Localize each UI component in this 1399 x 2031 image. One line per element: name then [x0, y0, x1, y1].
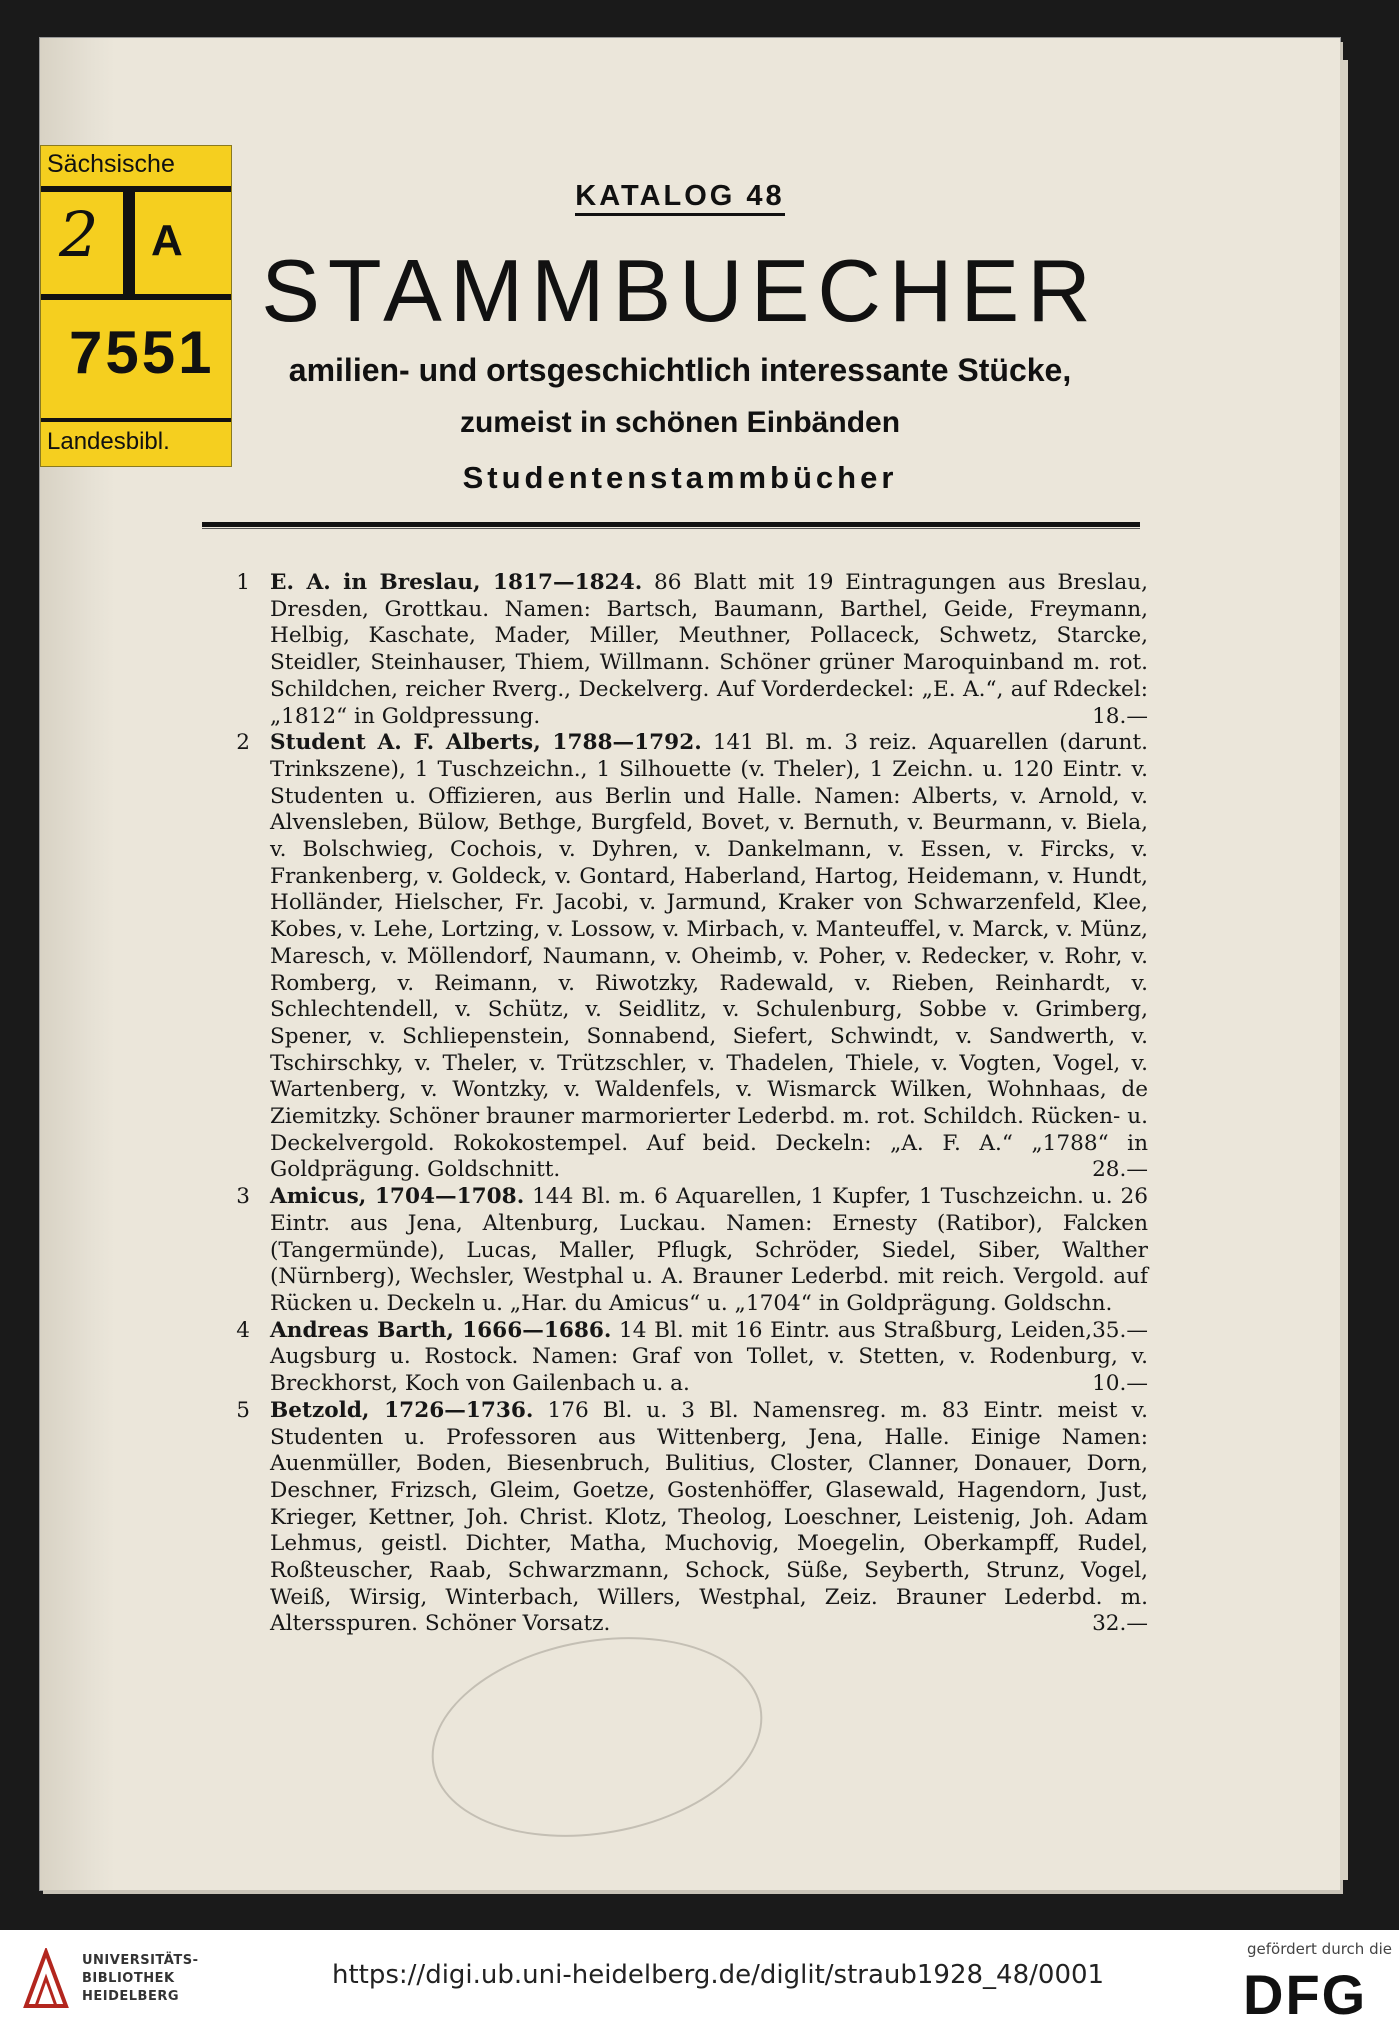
- university-name: UNIVERSITÄTS- BIBLIOTHEK HEIDELBERG: [82, 1953, 199, 2004]
- page-edge: [1340, 60, 1348, 1880]
- divider: [202, 522, 1140, 527]
- entry-description: 176 Bl. u. 3 Bl. Namensreg. m. 83 Eintr. meist v. Studenten u. Professoren aus Wittenberg, Jena, Halle. Einige Namen: Auenmüller, Boden, Biesenbruch, Bulitius, Closter, Clanner, Donauer, Dorn, Deschner, Frizsch, Gleim, Goetze, Gostenhöffer, Glasewald, Hagendorn, Just, Krieger, Kettner, Joh. Christ. Klotz, Theolog, Loeschner, Leistenig, Joh. Adam Lehmus, geistl. Dichter, Matha, Muchovig, Moegelin, Oberkampff, Rudel, Roßteuscher, Raab, Schwarzmann, Schock, Süße, Seyberth, Strunz, Vogel, Weiß, Wirsig, Winterbach, Willers, Westphal, Zeiz. Brauner Lederbd. m. Altersspuren. Schöner Vorsatz.: [270, 1397, 1148, 1637]
- catalog-entry: [228, 1318, 1148, 1398]
- entry-description: 86 Blatt mit 19 Eintragungen aus Breslau, Dresden, Grottkau. Namen: Bartsch, Baumann, Barthel, Geide, Freymann, Helbig, Kaschate, Mader, Miller, Meuthner, Pollaceck, Schwetz, Starcke, Steidler, Steinhauser, Thiem, Willmann. Schöner grüner Maroquinband m. rot. Schildchen, reicher Rverg., Deckelverg. Auf Vorderdeckel: „E. A.“, auf Rdeckel: „1812“ in Goldpressung.: [270, 570, 1148, 729]
- entry-number: 5: [236, 1397, 250, 1423]
- dfg-logo: DFG: [1243, 1963, 1368, 2026]
- catalog-entry: [228, 730, 1148, 1184]
- catalog-entry: [228, 570, 1148, 730]
- entry-number: 1: [236, 570, 250, 595]
- label-library-top: Sächsische: [47, 150, 175, 178]
- entry-price: 35.—: [1092, 1317, 1148, 1343]
- viewer-footer: [0, 1930, 1399, 2031]
- catalog-number: KATALOG 48: [200, 180, 1160, 213]
- entry-price: 18.—: [1092, 703, 1148, 729]
- subtitle-line-1: amilien- und ortsgeschichtlich interessante Stücke,: [288, 352, 1072, 388]
- entry-title: Betzold, 1726—1736.: [270, 1397, 534, 1423]
- university-logo-icon: [22, 1948, 70, 2010]
- entry-price: 28.—: [1092, 1157, 1148, 1183]
- entry-title: E. A. in Breslau, 1817—1824.: [270, 570, 643, 595]
- entry-description: 14 Bl. mit 16 Eintr. aus Straßburg, Leiden, Augsburg u. Rostock. Namen: Graf von Tollet, v. Stetten, v. Rodenburg, v. Breckhorst, Koch von Gailenbach u. a.: [270, 1317, 1148, 1397]
- entry-price: 10.—: [1092, 1371, 1148, 1397]
- label-signature-number: 7551: [69, 319, 215, 386]
- label-library-bottom: Landesbibl.: [47, 428, 170, 455]
- entry-price: 32.—: [1092, 1611, 1148, 1637]
- entry-title: Student A. F. Alberts, 1788—1792.: [270, 730, 702, 756]
- entry-title: Andreas Barth, 1666—1686.: [270, 1317, 612, 1343]
- entry-title: Amicus, 1704—1708.: [270, 1184, 525, 1210]
- catalog-entries: [228, 570, 1148, 1638]
- label-signature-part1: 2: [59, 198, 99, 271]
- document-url-link[interactable]: https://digi.ub.uni-heidelberg.de/diglit/straub1928_48/0001: [332, 1960, 1105, 1990]
- page-title: STAMMBUECHER: [261, 241, 1099, 340]
- catalog-entry: [228, 1398, 1148, 1638]
- entry-number: 3: [236, 1184, 250, 1210]
- entry-number: 2: [236, 730, 250, 756]
- subtitle-line-3: Studentenstammbücher: [462, 460, 898, 495]
- entry-description: 144 Bl. m. 6 Aquarellen, 1 Kupfer, 1 Tuschzeichn. u. 26 Eintr. aus Jena, Altenburg, Luckau. Namen: Ernesty (Ratibor), Falcken (Tangermünde), Lucas, Maller, Pflugk, Schröder, Siedel, Siber, Walther (Nürnberg), Wechsler, Westphal u. A. Brauner Lederbd. mit reich. Vergold. auf Rücken u. Deckeln u. „Har. du Amicus“ u. „1704“ in Goldprägung. Goldschn.: [270, 1184, 1148, 1316]
- funded-by-text: gefördert durch die: [1247, 1940, 1392, 1958]
- entry-description: 141 Bl. m. 3 reiz. Aquarellen (darunt. Trinkszene), 1 Tuschzeichn., 1 Silhouette (v. Theler), 1 Zeichn. u. 120 Eintr. v. Studenten u. Offizieren, aus Berlin und Halle. Namen: Alberts, v. Arnold, v. Alvensleben, Bülow, Bethge, Burgfeld, Bovet, v. Bernuth, v. Beurmann, v. Biela, v. Bolschwieg, Cochois, v. Dyhren, v. Dankelmann, v. Essen, v. Fircks, v. Frankenberg, v. Goldeck, v. Gontard, Haberland, Hartog, Heidemann, v. Hundt, Holländer, Hielscher, Fr. Jacobi, v. Jarmund, Kraker von Schwarzenfeld, Klee, Kobes, v. Lehe, Lortzing, v. Lossow, v. Mirbach, v. Manteuffel, v. Marck, v. Münz, Maresch, v. Möllendorf, Naumann, v. Oheimb, v. Poher, v. Redecker, v. Rohr, v. Romberg, v. Reimann, v. Riwotzky, Radewald, v. Rieben, Reinhardt, v. Schlechtendell, v. Schütz, v. Seidlitz, v. Schulenburg, Sobbe v. Grimberg, Spener, v. Schliepenstein, Sonnabend, Siefert, Schwindt, v. Sandwerth, v. Tschirschky, v. Theler, v. Trützschler, v. Thadelen, Thiele, v. Vogten, Vogel, v. Wartenberg, v. Wontzky, v. Waldenfels, v. Wismarck Wilken, Wohnhaas, de Ziemitzky. Schöner brauner marmorierter Lederbd. m. rot. Schildch. Rücken- u. Deckelvergold. Rokokostempel. Auf beid. Deckeln: „A. F. A.“ „1788“ in Goldprägung. Goldschnitt.: [270, 730, 1148, 1183]
- subtitle-line-2: zumeist in schönen Einbänden: [459, 406, 901, 439]
- label-signature-part2: A: [151, 216, 183, 265]
- entry-number: 4: [236, 1317, 250, 1343]
